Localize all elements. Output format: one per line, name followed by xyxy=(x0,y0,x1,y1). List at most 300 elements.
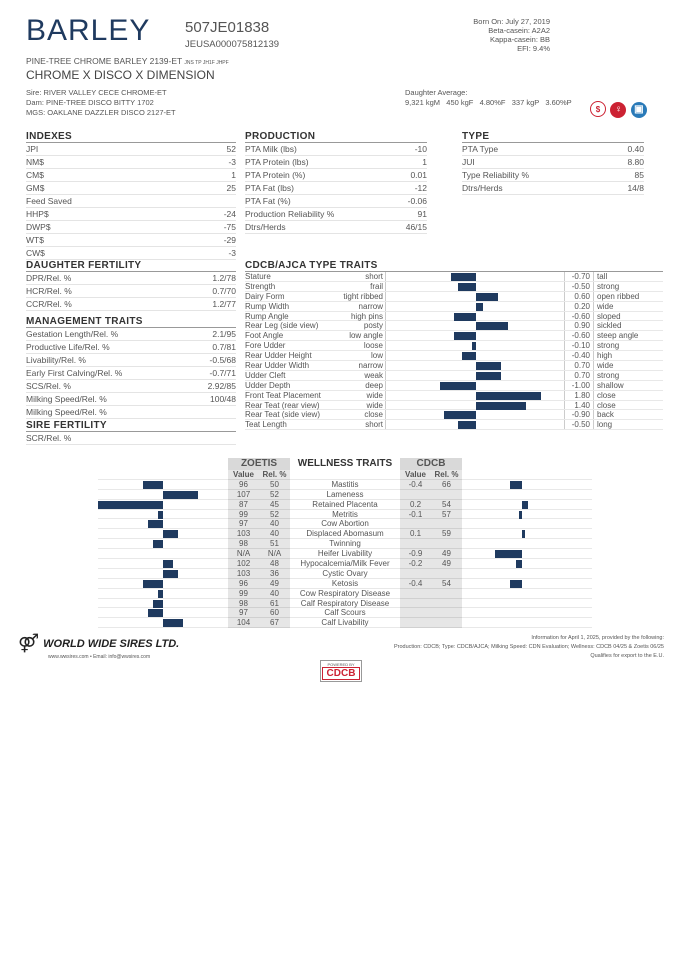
zoetis-bar-area xyxy=(98,500,228,510)
zoetis-bar-area xyxy=(98,608,228,618)
dam: Dam: PINE-TREE DISCO BITTY 1702 xyxy=(26,98,154,107)
type-trait-row xyxy=(245,331,663,341)
type-label: Type Reliability % xyxy=(462,170,530,180)
zoetis-bar xyxy=(163,491,198,499)
type-trait-name: Rear Udder Width xyxy=(245,361,310,371)
indexes-title: INDEXES xyxy=(26,131,236,143)
management-label: SCS/Rel. % xyxy=(26,381,71,391)
type-trait-value: -0.10 xyxy=(571,341,590,351)
cdcb-value: -0.4 xyxy=(408,578,423,588)
production-row xyxy=(245,143,427,156)
wellness-trait-name: Cow Respiratory Disease xyxy=(290,589,400,599)
cdcb-rel xyxy=(431,608,462,617)
type-value: 0.40 xyxy=(627,144,644,154)
type-trait-name: Rump Width xyxy=(245,301,290,311)
cdcb-bar-area xyxy=(462,539,592,549)
wellness-row xyxy=(98,559,598,569)
zoetis-value: 96 xyxy=(239,479,248,489)
type-trait-high: tall xyxy=(593,272,658,281)
wellness-row xyxy=(98,549,598,559)
type-trait-value: -0.50 xyxy=(571,420,590,430)
type-trait-high: sloped xyxy=(593,312,658,321)
zoetis-values xyxy=(228,599,290,609)
wellness-trait-name: Heifer Livability xyxy=(290,549,400,559)
index-value: 25 xyxy=(226,183,236,193)
type-trait-low: tight ribbed xyxy=(343,291,383,301)
cdcb-values xyxy=(400,589,462,599)
type-trait-value: -0.60 xyxy=(571,311,590,321)
production-label: PTA Protein (%) xyxy=(245,170,306,180)
index-row xyxy=(26,156,236,169)
type-trait-row xyxy=(245,381,663,391)
type-trait-high: strong xyxy=(593,371,658,380)
cdcb-value xyxy=(400,519,431,528)
type-trait-high: close xyxy=(593,391,658,400)
type-trait-value: 0.20 xyxy=(574,301,590,311)
cdcb-value xyxy=(400,599,431,608)
type-trait-low: wide xyxy=(366,390,383,400)
type-trait-low: posty xyxy=(363,321,383,331)
sire: Sire: RIVER VALLEY CECE CHROME-ET xyxy=(26,88,167,97)
type-trait-row xyxy=(245,321,663,331)
cdcb-value xyxy=(400,490,431,499)
type-trait-row xyxy=(245,272,663,282)
management-label: Early First Calving/Rel. % xyxy=(26,368,123,378)
long-name: PINE-TREE CHROME BARLEY 2139-ET JNS TP JH1F JHPF xyxy=(26,56,229,66)
production-label: PTA Milk (lbs) xyxy=(245,144,297,154)
type-trait-name: Rump Angle xyxy=(245,311,289,321)
type-trait-low: wide xyxy=(366,400,383,410)
footer-info: Information for April 1, 2025, provided by the following: Production: CDCB; Type: CDCB/AJCA; Milking Speed: CDN Evaluation; Wellness: CDCB 04/25 & Zoetis 06/25 Qualifies for export to the E.U. xyxy=(393,635,664,659)
type-trait-bar-area xyxy=(385,312,565,321)
type-trait-value: 0.70 xyxy=(574,361,590,371)
cdcb-values xyxy=(400,618,462,628)
daughter-average: 9,321 kgM 450 kgF 4.80%F 337 kgP 3.60%P xyxy=(405,98,572,107)
zoetis-bar-area xyxy=(98,549,228,559)
management-value: -0.7/71 xyxy=(209,368,236,378)
type-trait-name: Rear Teat (side view) xyxy=(245,410,320,420)
type-trait-low: weak xyxy=(364,370,383,380)
wellness-trait-name: Calf Scours xyxy=(290,608,400,618)
management-row xyxy=(26,328,236,341)
type-trait-bar-area xyxy=(385,410,565,419)
logo-text: WORLD WIDE SIRES LTD. xyxy=(43,637,180,650)
zoetis-value: 97 xyxy=(239,608,248,618)
wellness-row xyxy=(98,529,598,539)
type-traits-title: CDCB/AJCA TYPE TRAITS xyxy=(245,260,663,272)
type-trait-low: close xyxy=(364,410,383,420)
type-trait-high: long xyxy=(593,420,658,429)
cdcb-bar xyxy=(519,511,522,519)
management-row xyxy=(26,393,236,406)
production-label: Production Reliability % xyxy=(245,209,335,219)
cdcb-bar xyxy=(510,481,522,489)
management-value: 100/48 xyxy=(210,394,236,404)
trait-icons xyxy=(590,99,647,118)
zoetis-rel: N/A xyxy=(267,549,282,559)
zoetis-value: 97 xyxy=(239,519,248,529)
type-trait-bar xyxy=(476,322,508,330)
type-trait-low: short xyxy=(365,272,383,281)
type-trait-bar xyxy=(462,352,476,360)
daughter-fertility-label: CCR/Rel. % xyxy=(26,299,72,309)
sire-fertility-title: SIRE FERTILITY xyxy=(26,420,236,432)
management-value: 2.1/95 xyxy=(212,329,236,339)
cdcb-value xyxy=(400,589,431,598)
type-trait-bar xyxy=(476,402,526,410)
type-trait-name: Dairy Form xyxy=(245,291,285,301)
cdcb-value xyxy=(400,569,431,578)
zoetis-values xyxy=(228,500,290,510)
type-trait-bar-area xyxy=(385,391,565,400)
production-label: PTA Fat (%) xyxy=(245,196,291,206)
zoetis-rel: 52 xyxy=(270,509,279,519)
type-trait-low: deep xyxy=(365,380,383,390)
index-label: CW$ xyxy=(26,248,45,258)
zoetis-rel: 45 xyxy=(270,499,279,509)
wellness-row xyxy=(98,480,598,490)
type-trait-bar-area xyxy=(385,351,565,360)
type-trait-name: Udder Depth xyxy=(245,380,291,390)
zoetis-bar xyxy=(158,590,163,598)
cdcb-values xyxy=(400,599,462,609)
cdcb-values xyxy=(400,579,462,589)
type-trait-high: strong xyxy=(593,341,658,350)
index-label: HHP$ xyxy=(26,209,49,219)
type-trait-high: shallow xyxy=(593,381,658,390)
type-trait-row xyxy=(245,302,663,312)
zoetis-value: 102 xyxy=(236,559,251,569)
type-trait-bar xyxy=(458,421,476,429)
zoetis-values xyxy=(228,589,290,599)
mgs: MGS: OAKLANE DAZZLER DISCO 2127-ET xyxy=(26,108,176,117)
cdcb-rel: 49 xyxy=(442,549,451,559)
sire-fertility-label: SCR/Rel. % xyxy=(26,433,72,443)
wellness-row xyxy=(98,519,598,529)
cdcb-values xyxy=(400,490,462,500)
production-label: PTA Fat (lbs) xyxy=(245,183,294,193)
index-value: 1 xyxy=(231,170,236,180)
wellness-trait-name: Calf Livability xyxy=(290,618,400,628)
type-trait-high: steep angle xyxy=(593,331,658,340)
production-value: -12 xyxy=(414,183,427,193)
zoetis-bar xyxy=(153,540,163,548)
cdcb-value xyxy=(400,618,431,627)
cdcb-values xyxy=(400,510,462,520)
zoetis-value-header: Value xyxy=(233,470,254,479)
management-label: Milking Speed/Rel. % xyxy=(26,407,107,417)
wellness-trait-name: Displaced Abomasum xyxy=(290,529,400,539)
type-trait-name: Udder Cleft xyxy=(245,370,286,380)
zoetis-value: 103 xyxy=(236,568,251,578)
management-label: Milking Speed/Rel. % xyxy=(26,394,107,404)
type-trait-value: -0.70 xyxy=(571,272,590,281)
type-trait-name: Rear Teat (rear view) xyxy=(245,400,320,410)
cdcb-rel xyxy=(431,599,462,608)
index-row xyxy=(26,221,236,234)
type-trait-value: 1.80 xyxy=(574,390,590,400)
type-trait-bar xyxy=(440,382,476,390)
type-trait-value: -0.40 xyxy=(571,351,590,361)
zoetis-bar xyxy=(163,570,178,578)
cdcb-rel-header: Rel. % xyxy=(434,470,459,479)
daughter-fertility-row xyxy=(26,298,236,311)
cdcb-values xyxy=(400,608,462,618)
daughter-fertility-label: HCR/Rel. % xyxy=(26,286,72,296)
zoetis-rel: 50 xyxy=(270,479,279,489)
type-label: Dtrs/Herds xyxy=(462,183,503,193)
production-value: -10 xyxy=(414,144,427,154)
type-trait-high: close xyxy=(593,401,658,410)
cow-icon: ▣ xyxy=(631,102,647,118)
type-trait-name: Stature xyxy=(245,272,271,281)
registration-number: 507JE01838 xyxy=(185,19,270,36)
index-label: CM$ xyxy=(26,170,44,180)
production-title: PRODUCTION xyxy=(245,131,427,143)
cdcb-bar-area xyxy=(462,490,592,500)
wellness-trait-name: Lameness xyxy=(290,490,400,500)
zoetis-rel: 36 xyxy=(270,568,279,578)
wellness-row xyxy=(98,579,598,589)
index-value: -3 xyxy=(228,248,236,258)
cdcb-bar-area xyxy=(462,480,592,490)
management-section xyxy=(26,316,236,419)
wellness-row xyxy=(98,599,598,609)
cdcb-rel: 49 xyxy=(442,559,451,569)
type-trait-value: -1.00 xyxy=(571,380,590,390)
type-row xyxy=(462,143,644,156)
type-title: TYPE xyxy=(462,131,644,143)
type-trait-high: open ribbed xyxy=(593,292,658,301)
management-value: 2.92/85 xyxy=(207,381,236,391)
type-trait-bar xyxy=(451,273,476,281)
cdcb-title: CDCB xyxy=(400,458,462,470)
cdcb-bar-area xyxy=(462,608,592,618)
type-trait-low: low angle xyxy=(349,331,383,341)
zoetis-value: 96 xyxy=(239,578,248,588)
sire-fertility-row xyxy=(26,432,236,445)
index-label: GM$ xyxy=(26,183,45,193)
production-value: 91 xyxy=(417,209,427,219)
index-value: -24 xyxy=(223,209,236,219)
zoetis-rel: 40 xyxy=(270,519,279,529)
type-trait-high: back xyxy=(593,410,658,419)
zoetis-bar-area xyxy=(98,618,228,628)
index-label: NM$ xyxy=(26,157,44,167)
zoetis-bar xyxy=(163,619,183,627)
type-section xyxy=(462,131,644,195)
daughter-fertility-row xyxy=(26,285,236,298)
zoetis-rel: 67 xyxy=(270,618,279,628)
type-label: PTA Type xyxy=(462,144,499,154)
type-trait-high: sickled xyxy=(593,321,658,330)
type-traits-section xyxy=(245,260,663,430)
cdcb-bar xyxy=(522,501,528,509)
type-trait-low: loose xyxy=(363,341,383,351)
production-row xyxy=(245,221,427,234)
management-label: Livability/Rel. % xyxy=(26,355,86,365)
type-trait-high: high xyxy=(593,351,658,360)
management-row xyxy=(26,380,236,393)
type-row xyxy=(462,156,644,169)
zoetis-value: 104 xyxy=(236,618,251,628)
cdcb-value: -0.9 xyxy=(408,549,423,559)
type-trait-row xyxy=(245,282,663,292)
type-trait-high: strong xyxy=(593,282,658,291)
type-trait-bar-area xyxy=(385,401,565,410)
type-trait-value: 0.90 xyxy=(574,321,590,331)
type-trait-row xyxy=(245,292,663,302)
type-trait-high: wide xyxy=(593,361,658,370)
zoetis-values xyxy=(228,510,290,520)
cdcb-rel: 54 xyxy=(442,499,451,509)
index-value: -3 xyxy=(228,157,236,167)
type-trait-name: Foot Angle xyxy=(245,331,284,341)
type-row xyxy=(462,182,644,195)
type-trait-bar xyxy=(458,283,476,291)
zoetis-values xyxy=(228,569,290,579)
zoetis-bar xyxy=(148,609,163,617)
type-trait-bar xyxy=(454,313,476,321)
type-trait-row xyxy=(245,420,663,430)
cdcb-rel xyxy=(431,618,462,627)
type-trait-value: -0.60 xyxy=(571,331,590,341)
cdcb-bar-area xyxy=(462,618,592,628)
zoetis-value: 87 xyxy=(239,499,248,509)
index-row xyxy=(26,143,236,156)
zoetis-value: 99 xyxy=(239,509,248,519)
type-value: 85 xyxy=(634,170,644,180)
zoetis-bar xyxy=(158,511,163,519)
zoetis-title: ZOETIS xyxy=(228,458,290,470)
wellness-row xyxy=(98,539,598,549)
wellness-title: WELLNESS TRAITS xyxy=(297,458,393,469)
type-trait-row xyxy=(245,312,663,322)
zoetis-values xyxy=(228,480,290,490)
cdcb-values xyxy=(400,480,462,490)
production-value: 1 xyxy=(422,157,427,167)
production-row xyxy=(245,195,427,208)
cdcb-value: 0.1 xyxy=(409,529,422,539)
production-label: Dtrs/Herds xyxy=(245,222,286,232)
index-row xyxy=(26,208,236,221)
cdcb-rel xyxy=(431,589,462,598)
index-label: WT$ xyxy=(26,235,44,245)
zoetis-value: 103 xyxy=(236,529,251,539)
zoetis-value: 98 xyxy=(239,598,248,608)
cdcb-bar xyxy=(510,580,522,588)
type-trait-name: Strength xyxy=(245,281,276,291)
type-trait-bar xyxy=(472,342,476,350)
daughter-fertility-row xyxy=(26,272,236,285)
cdcb-bar-area xyxy=(462,569,592,579)
zoetis-rel: 49 xyxy=(270,578,279,588)
zoetis-values xyxy=(228,608,290,618)
female-icon: ♀ xyxy=(610,102,626,118)
cdcb-rel xyxy=(431,569,462,578)
wellness-row xyxy=(98,500,598,510)
zoetis-bar xyxy=(153,600,163,608)
wellness-row xyxy=(98,608,598,618)
type-trait-bar-area xyxy=(385,331,565,340)
cdcb-rel: 59 xyxy=(442,529,451,539)
type-trait-low: low xyxy=(370,351,383,361)
type-trait-bar-area xyxy=(385,341,565,350)
cdcb-value-header: Value xyxy=(405,470,426,479)
type-trait-bar-area xyxy=(385,371,565,380)
wellness-row xyxy=(98,589,598,599)
zoetis-rel: 40 xyxy=(270,588,279,598)
a2-icon: $ xyxy=(590,101,606,117)
wellness-row xyxy=(98,569,598,579)
type-trait-bar-area xyxy=(385,292,565,301)
production-row xyxy=(245,182,427,195)
production-value: 0.01 xyxy=(410,170,427,180)
index-value: -75 xyxy=(223,222,236,232)
type-trait-value: 1.40 xyxy=(574,400,590,410)
cdcb-value: -0.1 xyxy=(408,509,423,519)
cdcb-bar-area xyxy=(462,559,592,569)
cdcb-bar-area xyxy=(462,500,592,510)
bull-name: BARLEY xyxy=(26,14,151,47)
type-value: 8.80 xyxy=(627,157,644,167)
type-trait-bar-area xyxy=(385,381,565,390)
production-row xyxy=(245,208,427,221)
management-label: Productive Life/Rel. % xyxy=(26,342,110,352)
type-trait-value: -0.90 xyxy=(571,410,590,420)
type-trait-low: narrow xyxy=(358,361,383,371)
zoetis-value: 98 xyxy=(239,539,248,549)
type-trait-low: short xyxy=(365,420,383,430)
daughter-fertility-value: 1.2/77 xyxy=(212,299,236,309)
daughter-fertility-title: DAUGHTER FERTILITY xyxy=(26,260,236,272)
zoetis-rel: 52 xyxy=(270,489,279,499)
cdcb-value: -0.4 xyxy=(408,479,423,489)
type-trait-value: 0.70 xyxy=(574,370,590,380)
zoetis-rel: 51 xyxy=(270,539,279,549)
index-row xyxy=(26,182,236,195)
index-value: -29 xyxy=(223,235,236,245)
daughter-average-label: Daughter Average: xyxy=(405,88,468,97)
powered-by-cdcb: POWERED BY CDCB xyxy=(320,660,362,682)
index-label: Feed Saved xyxy=(26,196,72,206)
cdcb-bar-area xyxy=(462,519,592,529)
type-trait-value: -0.50 xyxy=(571,281,590,291)
type-row xyxy=(462,169,644,182)
zoetis-values xyxy=(228,549,290,559)
index-label: JPI xyxy=(26,144,39,154)
wellness-trait-name: Cystic Ovary xyxy=(290,569,400,579)
type-trait-bar xyxy=(476,362,501,370)
zoetis-bar-area xyxy=(98,539,228,549)
zoetis-values xyxy=(228,559,290,569)
wellness-trait-name: Retained Placenta xyxy=(290,500,400,510)
management-title: MANAGEMENT TRAITS xyxy=(26,316,236,328)
type-trait-row xyxy=(245,361,663,371)
zoetis-bar-area xyxy=(98,579,228,589)
type-trait-bar-area xyxy=(385,302,565,311)
type-trait-row xyxy=(245,341,663,351)
type-trait-high: wide xyxy=(593,302,658,311)
type-trait-low: high pins xyxy=(350,311,383,321)
type-trait-value: 0.60 xyxy=(574,291,590,301)
type-trait-low: frail xyxy=(370,281,383,291)
cdcb-bar-area xyxy=(462,549,592,559)
production-value: -0.06 xyxy=(407,196,427,206)
type-trait-bar xyxy=(476,303,483,311)
zoetis-bar-area xyxy=(98,559,228,569)
cdcb-bar-area xyxy=(462,599,592,609)
